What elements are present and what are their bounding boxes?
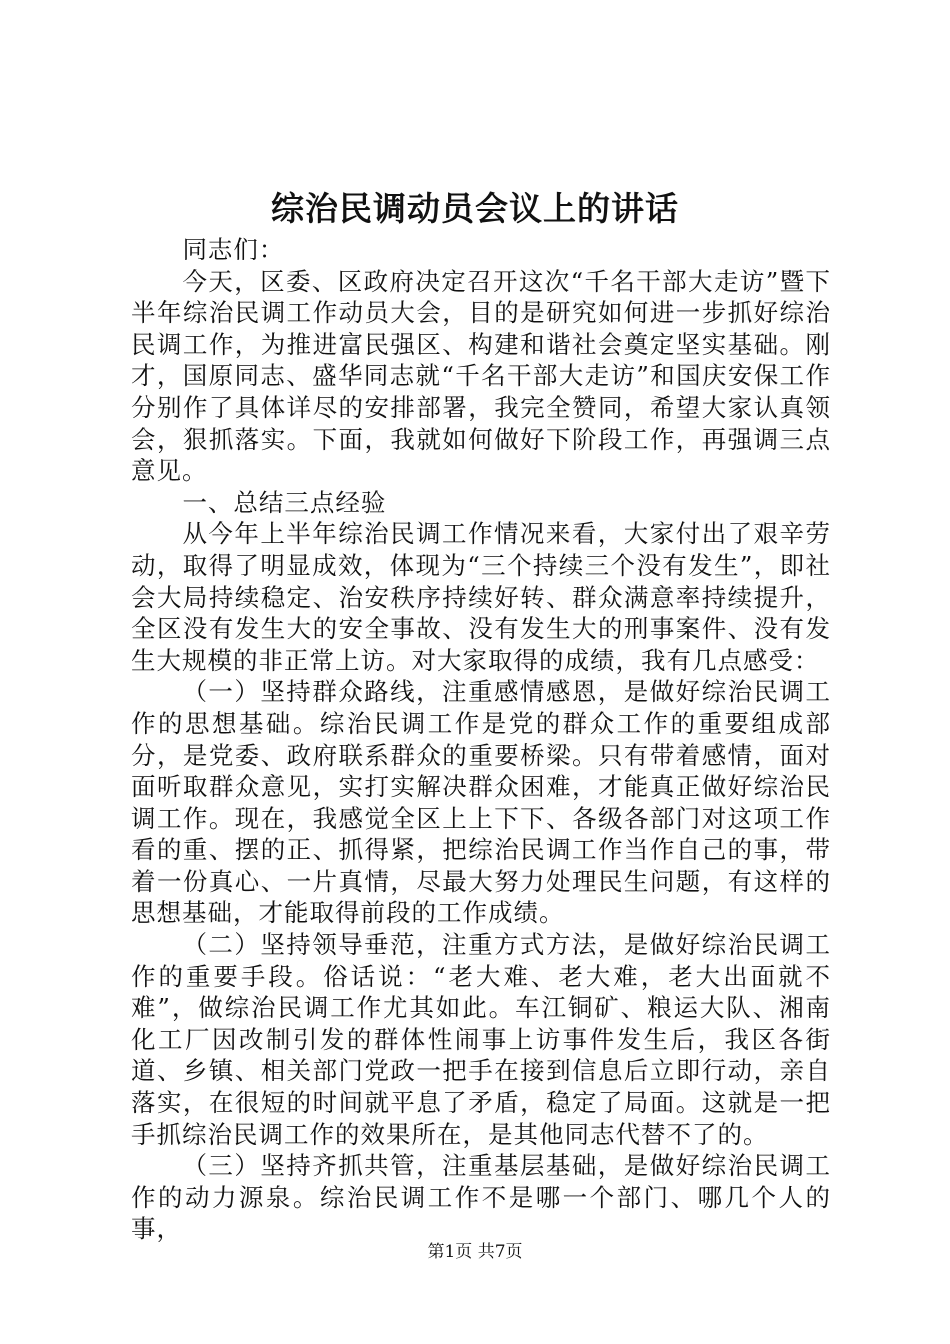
paragraph-intro: 今天，区委、区政府决定召开这次“千名干部大走访”暨下半年综治民调工作动员大会，目的是研究如何进一步抓好综治民调工作，为推进富民强区、构建和谐社会奠定坚实基础。刚才，国原同志、盛华同志就“千名干部大走访”和国庆安保工作分别作了具体详尽的安排部署，我完全赞同，希望大家认真领会，狠抓落实。下面，我就如何做好下阶段工作，再强调三点意见。 xyxy=(131,266,831,486)
paragraph-point-1: （一）坚持群众路线，注重感情感恩，是做好综治民调工作的思想基础。综治民调工作是党的群众工作的重要组成部分，是党委、政府联系群众的重要桥梁。只有带着感情，面对面听取群众意见，实打实解决群众困难，才能真正做好综治民调工作。现在，我感觉全区上上下下、各级各部门对这项工作看的重、摆的正、抓得紧，把综治民调工作当作自己的事，带着一份真心、一片真情，尽最大努力处理民生问题，有这样的思想基础，才能取得前段的工作成绩。 xyxy=(131,677,831,928)
paragraph-summary: 从今年上半年综治民调工作情况来看，大家付出了艰辛劳动，取得了明显成效，体现为“三个持续三个没有发生”，即社会大局持续稳定、治安秩序持续好转、群众满意率持续提升，全区没有发生大的安全事故、没有发生大的刑事案件、没有发生大规模的非正常上访。对大家取得的成绩，我有几点感受： xyxy=(131,519,831,675)
document-body xyxy=(131,234,831,1245)
section-heading: 一、总结三点经验 xyxy=(182,487,387,517)
paragraph-point-2: （二）坚持领导垂范，注重方式方法，是做好综治民调工作的重要手段。俗话说：“老大难、老大难，老大出面就不难”，做综治民调工作尤其如此。车江铜矿、粮运大队、湘南化工厂因改制引发的群体性闹事上访事件发生后，我区各街道、乡镇、相关部门党政一把手在接到信息后立即行动，亲自落实，在很短的时间就平息了矛盾，稳定了局面。这就是一把手抓综治民调工作的效果所在，是其他同志代替不了的。 xyxy=(131,930,831,1149)
paragraph-point-3: （三）坚持齐抓共管，注重基层基础，是做好综治民调工作的动力源泉。综治民调工作不是哪一个部门、哪几个人的事， xyxy=(131,1151,831,1244)
page-title: 综治民调动员会议上的讲话 xyxy=(271,189,679,228)
salutation: 同志们： xyxy=(182,235,285,264)
page-number: 第1页 共7页 xyxy=(427,1242,523,1262)
